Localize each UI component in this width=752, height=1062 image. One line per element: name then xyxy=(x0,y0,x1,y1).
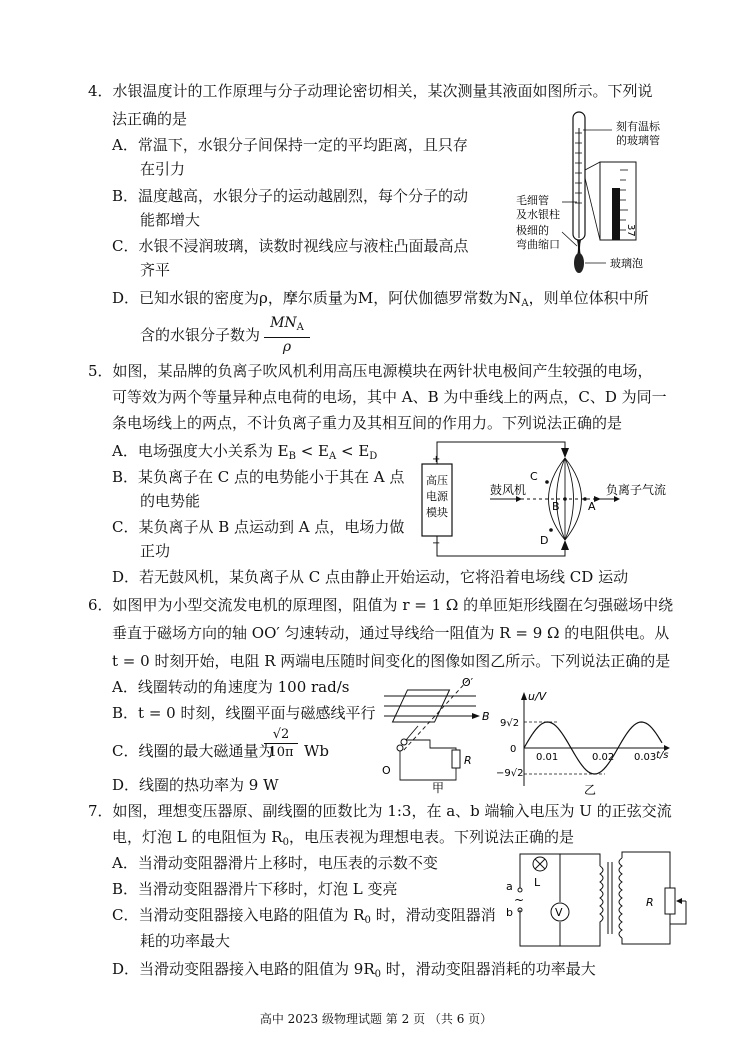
blower-label: 鼓风机 xyxy=(490,483,527,497)
q7-option-b: B．当滑动变阻器滑片下移时，灯泡 L 变亮 xyxy=(112,880,398,898)
rheostat-label: R xyxy=(646,896,654,909)
module-label-3: 模块 xyxy=(426,506,448,519)
label-tube-2: 的玻璃管 xyxy=(616,134,660,147)
q7-option-d: D．当滑动变阻器接入电路的阻值为 $9R_0$ 时，滑动变阻器消耗的功率最大 xyxy=(112,960,596,980)
q4-option-d: D．已知水银的密度为ρ，摩尔质量为M，阿伏伽德罗常数为$N_A$，则单位体积中所 xyxy=(112,289,649,309)
label-constriction: 极细的 xyxy=(516,224,549,237)
q5-option-c: C．某负离子从 B 点运动到 A 点，电场力做 xyxy=(112,518,405,536)
q5-option-b: B．某负离子在 C 点的电势能小于其在 A 点 xyxy=(112,468,405,486)
tick-3: 0.03 xyxy=(634,752,657,763)
module-label-1: 高压 xyxy=(426,474,448,487)
y-axis-label: u/V xyxy=(528,690,547,703)
voltage-graph xyxy=(496,686,676,797)
thermometer-figure xyxy=(500,108,680,278)
label-capillary: 毛细管 xyxy=(516,194,549,207)
origin-label: 0 xyxy=(510,744,517,755)
terminal-a: a xyxy=(506,880,513,893)
label-capillary-2: 及水银柱 xyxy=(516,208,560,221)
q6-option-a: A．线圈转动的角速度为 100 rad/s xyxy=(112,678,350,696)
q4-option-b-cont: 能都增大 xyxy=(140,211,201,229)
q6-option-d: D．线圈的热功率为 9 W xyxy=(112,776,279,794)
q6-fraction: √2 10π xyxy=(264,726,298,761)
field-b: B xyxy=(482,710,490,723)
label-constriction-2: 弯曲缩口 xyxy=(516,238,560,251)
scale-reading: 37 xyxy=(625,224,636,237)
q4-fraction: $MN_A$ ρ xyxy=(264,314,310,356)
q4-option-d-cont: 含的水银分子数为 xyxy=(140,326,261,344)
q5-line-3: 条电场线上的两点，不计负离子重力及其相互间的作用力。下列说法正确的是 xyxy=(112,414,623,432)
point-b: B xyxy=(552,500,560,513)
q5-option-a: A．电场强度大小关系为 $E_B < E_A < E_D$ xyxy=(112,442,378,462)
page-footer: 高中 2023 级物理试题 第 2 页 （共 6 页） xyxy=(259,1012,493,1026)
q5-line-1: 5．如图，某品牌的负离子吹风机利用高压电源模块在两针状电极间产生较强的电场， xyxy=(88,362,653,380)
terminal-b: b xyxy=(506,906,513,919)
label-tube: 刻有温标 xyxy=(616,120,660,133)
q6-option-c: C．线圈的最大磁通量为 xyxy=(112,742,274,760)
q5-option-d: D．若无鼓风机，某负离子从 C 点由静止开始运动，它将沿着电场线 CD 运动 xyxy=(112,568,629,586)
q4-option-a-cont: 在引力 xyxy=(140,160,186,178)
q4-option-c-cont: 齐平 xyxy=(140,261,171,279)
q5-line-2: 可等效为两个等量异种点电荷的电场，其中 A、B 为中垂线上的两点，C、D 为同一 xyxy=(112,388,667,406)
q5-option-b-cont: 的电势能 xyxy=(140,492,201,510)
stream-label: 负离子气流 xyxy=(606,483,667,497)
q5-option-c-cont: 正功 xyxy=(140,542,171,560)
tick-2: 0.02 xyxy=(592,752,615,763)
ymax-label: 9√2 xyxy=(500,718,520,729)
caption-yi: 乙 xyxy=(584,783,597,797)
q6-unit: Wb xyxy=(304,742,330,760)
q7-line-1: 7．如图，理想变压器原、副线圈的匝数比为 1:3，在 a、b 端输入电压为 U 的正弦交流 xyxy=(88,802,672,820)
voltmeter-label: V xyxy=(555,906,563,919)
x-axis-label: t/s xyxy=(656,750,669,761)
point-c: C xyxy=(530,470,538,483)
lamp-label: L xyxy=(534,876,541,889)
q4-option-c: C．水银不浸润玻璃，读数时视线应与液柱凸面最高点 xyxy=(112,237,469,255)
q7-option-c-cont: 耗的功率最大 xyxy=(140,932,231,950)
ac-source: ~ xyxy=(514,893,525,907)
point-d: D xyxy=(540,534,549,547)
q6-line-3: t = 0 时刻开始，电阻 R 两端电压随时间变化的图像如图乙所示。下列说法正确的是 xyxy=(112,652,671,670)
ymin-label: −9√2 xyxy=(496,768,524,779)
q7-option-c: C．当滑动变阻器接入电路的阻值为 $R_0$ 时，滑动变阻器消 xyxy=(112,906,496,926)
q4-option-a: A．常温下，水银分子间保持一定的平均距离，且只存 xyxy=(112,136,468,154)
minus-sign: − xyxy=(432,538,441,549)
plus-sign: + xyxy=(432,454,441,465)
module-label-2: 电源 xyxy=(426,490,448,503)
q7-line-2: 电，灯泡 L 的电阻恒为 $R_0$，电压表视为理想电表。下列说法正确的是 xyxy=(112,828,574,848)
axis-o-prime: O′ xyxy=(462,676,474,689)
resistor-r: R xyxy=(464,754,472,767)
label-bulb: 玻璃泡 xyxy=(610,257,643,270)
transformer-figure xyxy=(500,848,690,952)
generator-figure xyxy=(376,676,496,794)
q7-option-a: A．当滑动变阻器滑片上移时，电压表的示数不变 xyxy=(112,854,438,872)
axis-o: O xyxy=(382,764,391,777)
q4-option-b: B．温度越高，水银分子的运动越剧烈，每个分子的动 xyxy=(112,187,469,205)
caption-jia: 甲 xyxy=(432,781,445,795)
q6-option-b: B．t = 0 时刻，线圈平面与磁感线平行 xyxy=(112,704,376,722)
q6-line-1: 6．如图甲为小型交流发电机的原理图，阻值为 r = 1 Ω 的单匝矩形线圈在匀强磁场中绕 xyxy=(88,596,674,614)
ion-blower-figure xyxy=(420,436,680,561)
q4-line-1: 4．水银温度计的工作原理与分子动理论密切相关，某次测量其液面如图所示。下列说 xyxy=(88,82,653,100)
point-a: A xyxy=(588,500,596,513)
q6-line-2: 垂直于磁场方向的轴 OO′ 匀速转动，通过导线给一阻值为 R = 9 Ω 的电阻供电。从 xyxy=(112,624,670,642)
tick-1: 0.01 xyxy=(536,752,559,763)
q4-line-2: 法正确的是 xyxy=(112,110,188,128)
